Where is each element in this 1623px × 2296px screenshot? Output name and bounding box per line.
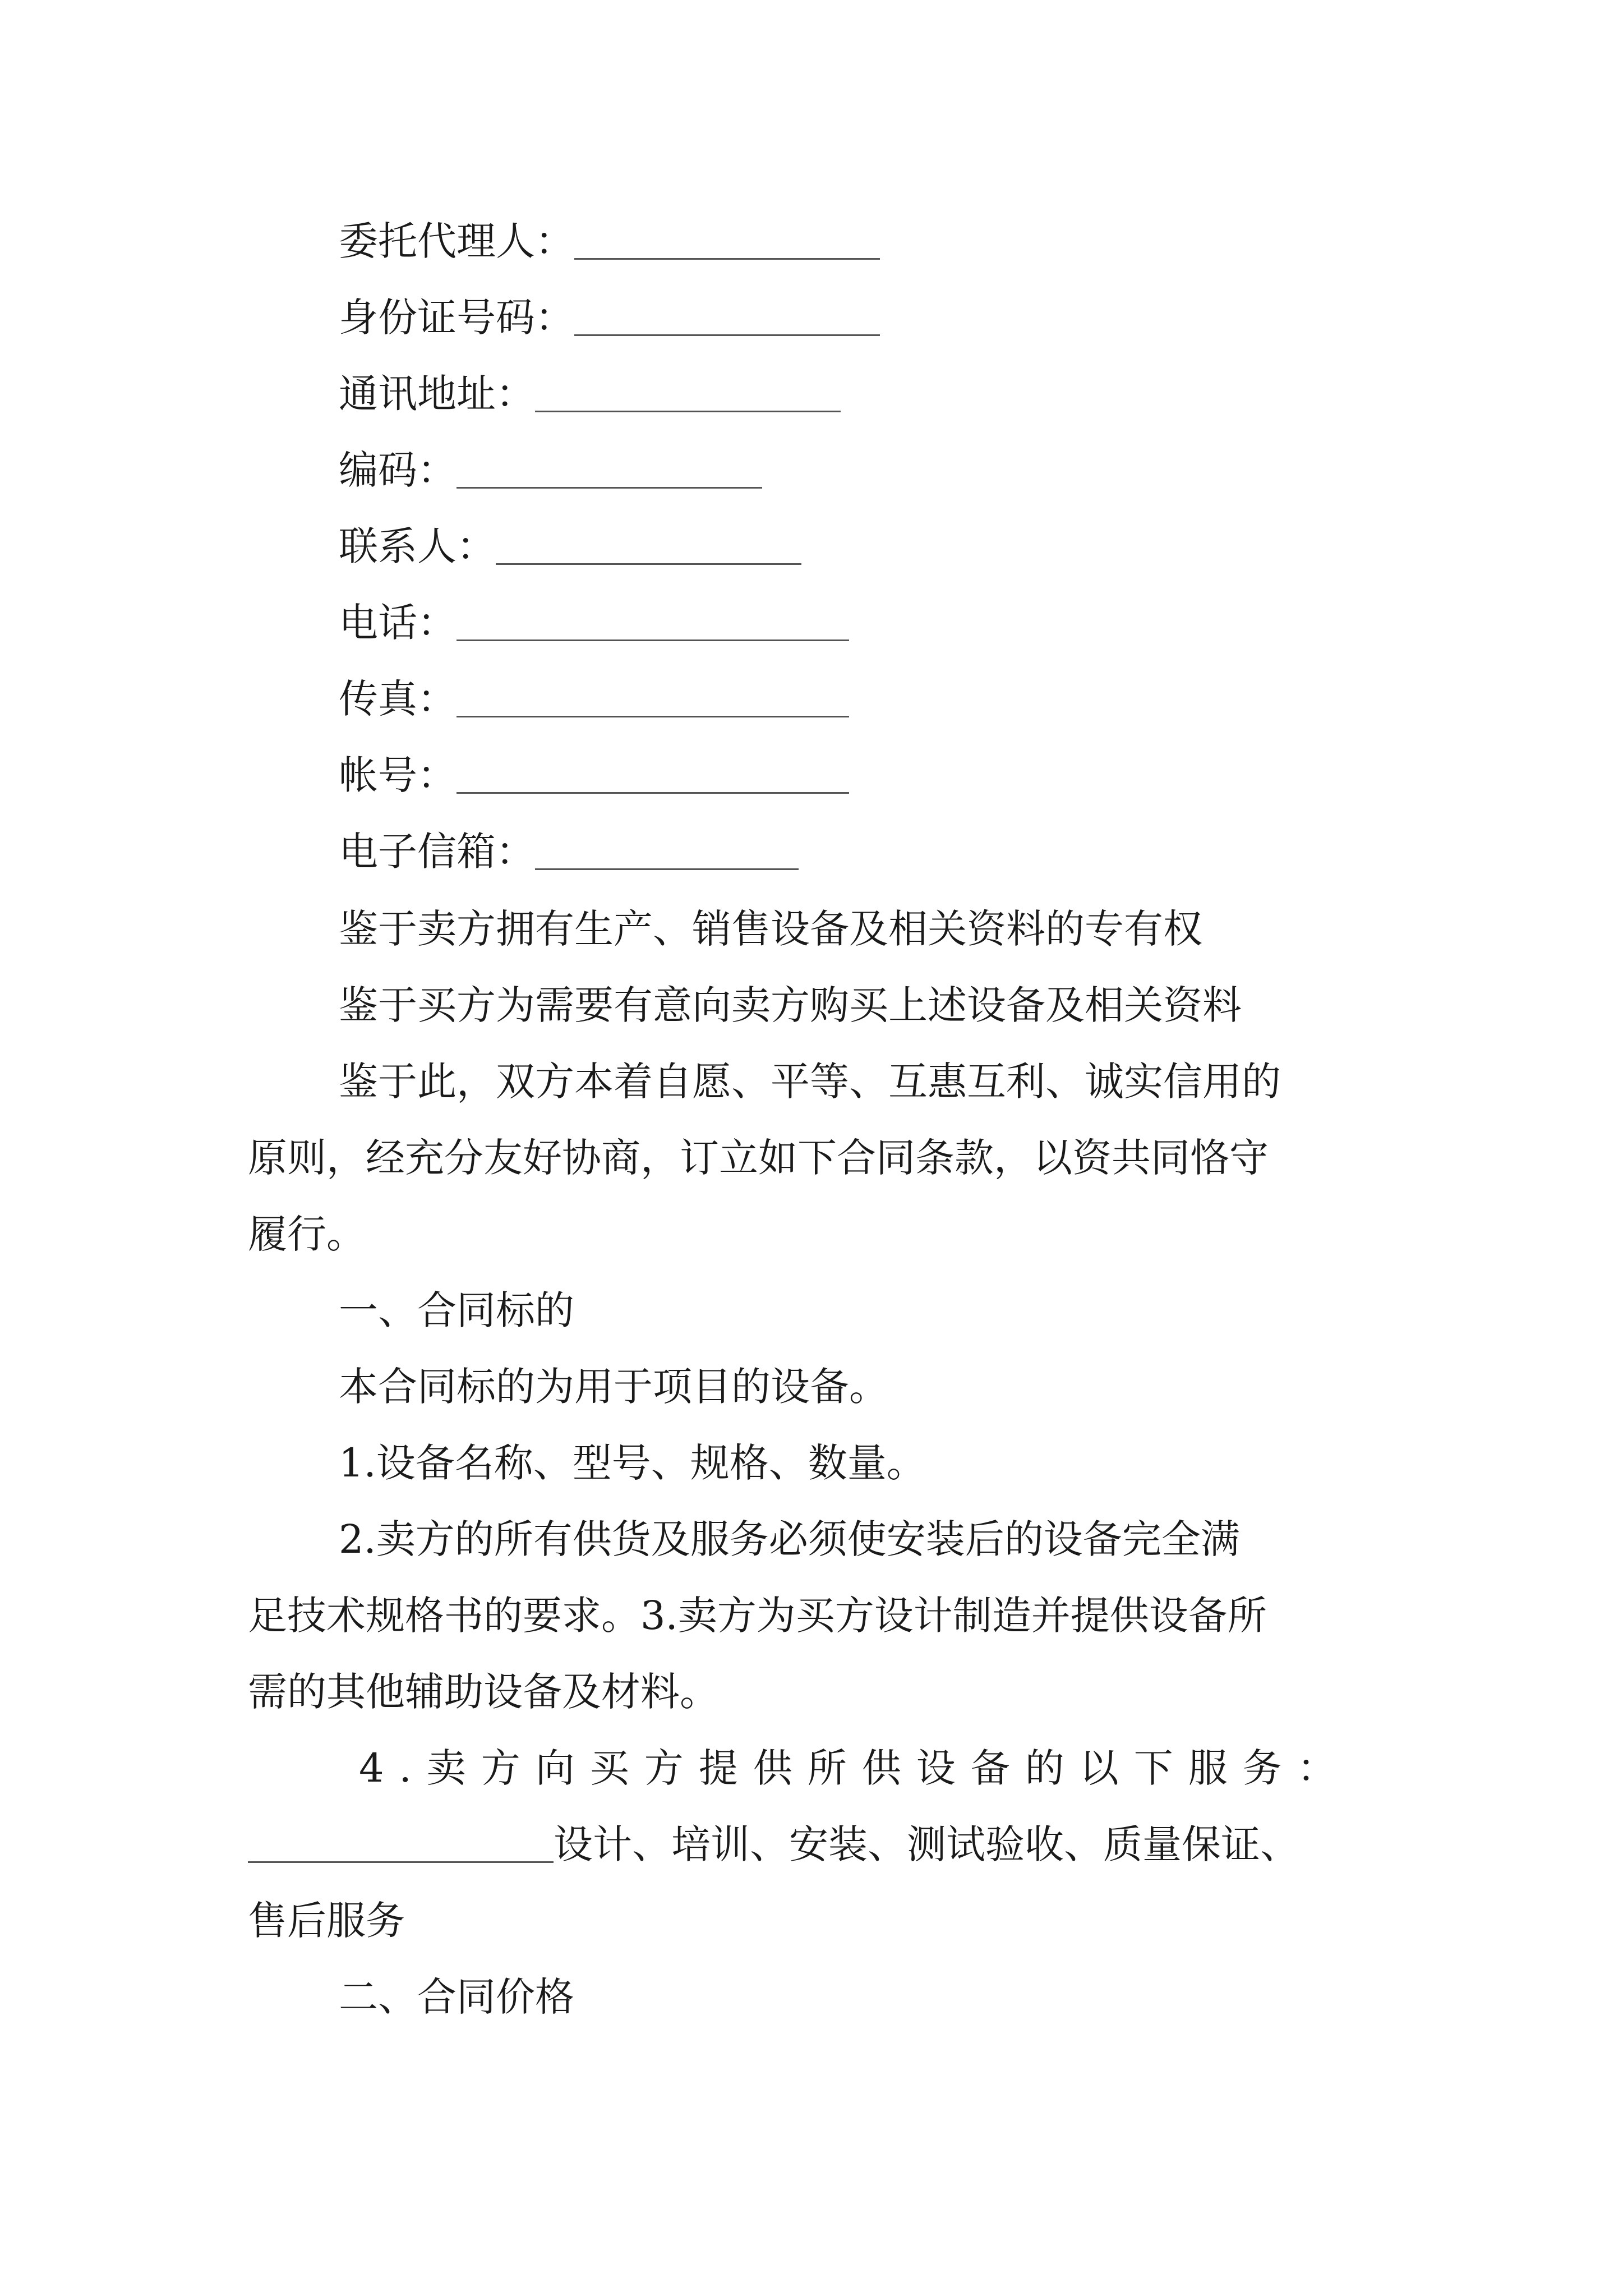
fill-blank — [574, 334, 880, 336]
field-agent — [339, 218, 880, 264]
field-contact — [339, 523, 801, 569]
field-address — [339, 371, 841, 417]
recital-3-line-1: 鉴于此，双方本着自愿、平等、互惠互利、诚实信用的 — [339, 1059, 1281, 1105]
item-4-line-3: 售后服务 — [248, 1898, 405, 1944]
item-2-line-1: 2.卖方的所有供货及服务必须使安装后的设备完全满 — [339, 1516, 1240, 1562]
section-intro: 本合同标的为用于项目的设备。 — [339, 1364, 888, 1410]
fill-blank — [248, 1861, 554, 1863]
field-label: 电话： — [339, 600, 457, 646]
field-account — [339, 752, 849, 798]
field-label: 传真： — [339, 676, 457, 722]
section-heading: 二、合同价格 — [339, 1974, 574, 2020]
fill-blank — [535, 868, 799, 870]
field-label: 身份证号码： — [339, 295, 574, 341]
field-id-number — [339, 295, 880, 341]
recital-1: 鉴于卖方拥有生产、销售设备及相关资料的专有权 — [339, 906, 1202, 952]
recital-3-line-3: 履行。 — [248, 1211, 366, 1257]
recital-2: 鉴于买方为需要有意向卖方购买上述设备及相关资料 — [339, 982, 1242, 1028]
field-label: 帐号： — [339, 752, 457, 798]
fill-blank — [457, 487, 762, 489]
field-label: 通讯地址： — [339, 371, 535, 417]
fill-blank — [457, 716, 849, 717]
item-2-line-2: 足技术规格书的要求。3.卖方为买方设计制造并提供设备所 — [248, 1593, 1267, 1639]
field-label: 联系人： — [339, 523, 496, 569]
fill-blank — [457, 792, 849, 794]
item-1: 1.设备名称、型号、规格、数量。 — [339, 1440, 926, 1486]
item-4-line-1 — [359, 1745, 1371, 1791]
field-postcode — [339, 447, 762, 493]
field-label: 电子信箱： — [339, 829, 535, 875]
item-2-line-3: 需的其他辅助设备及材料。 — [248, 1669, 719, 1715]
fill-blank — [457, 639, 849, 641]
field-fax — [339, 676, 849, 722]
item-4-line-2 — [248, 1821, 1299, 1867]
fill-blank — [535, 411, 841, 412]
field-label: 编码： — [339, 447, 457, 493]
fill-blank — [496, 563, 801, 565]
recital-3-line-2: 原则，经充分友好协商，订立如下合同条款，以资共同恪守 — [248, 1135, 1269, 1181]
field-email — [339, 829, 799, 875]
field-label: 委托代理人： — [339, 218, 574, 264]
fill-blank — [574, 258, 880, 260]
item-4-text: 4.卖方向买方提供所供设备的以下服务： — [359, 1745, 1352, 1791]
field-phone — [339, 600, 849, 646]
item-4-services: 设计、培训、安装、测试验收、质量保证、 — [554, 1821, 1299, 1867]
section-heading: 一、合同标的 — [339, 1287, 574, 1333]
